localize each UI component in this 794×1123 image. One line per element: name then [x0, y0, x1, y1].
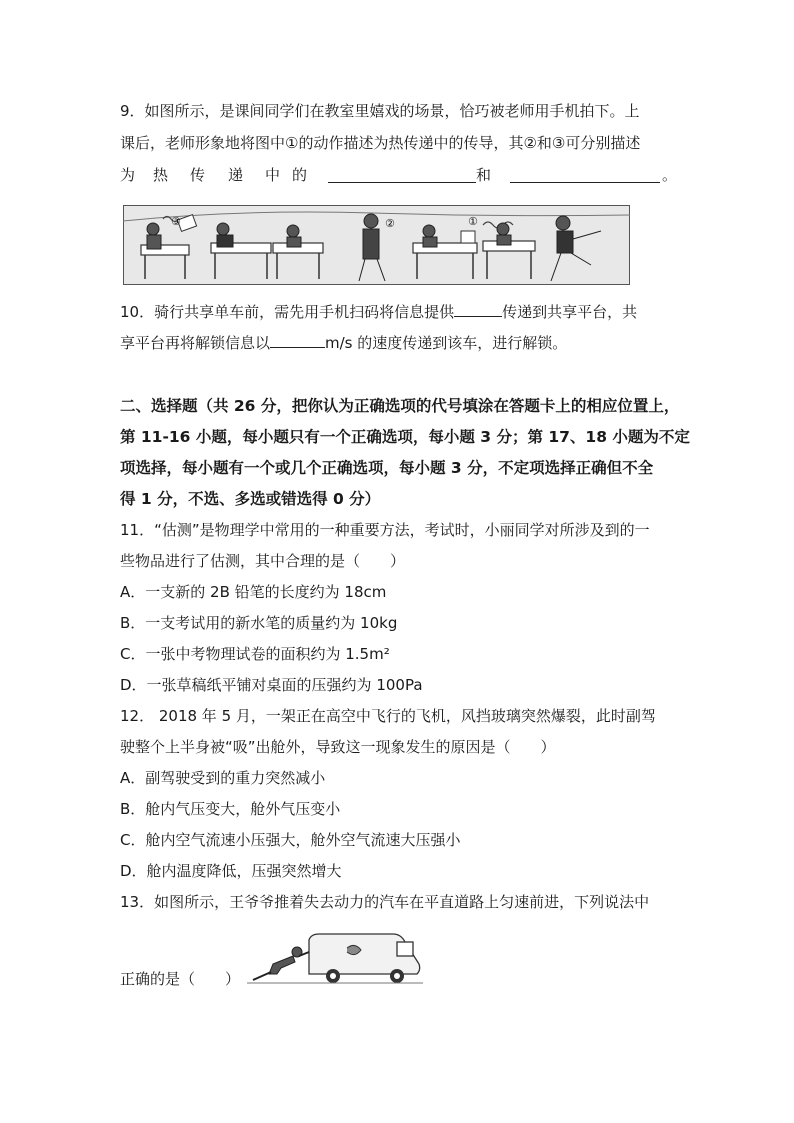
q9-blank-2[interactable]: [510, 167, 660, 183]
q9-char: 中: [265, 166, 281, 184]
q11-line-1: 11．“估测”是物理学中常用的一种重要方法，考试时，小丽同学对所涉及到的一: [120, 521, 650, 539]
q9-and: 和: [476, 166, 492, 184]
classroom-illustration: [123, 205, 630, 285]
q12-option-a[interactable]: A．副驾驶受到的重力突然减小: [120, 769, 326, 787]
car-push-illustration: [247, 930, 423, 986]
q11-option-a[interactable]: A．一支新的 2B 铅笔的长度约为 18cm: [120, 583, 387, 601]
q10-text-b: 传递到共享平台，共: [502, 303, 638, 321]
q12-option-b[interactable]: B．舱内气压变大，舱外气压变小: [120, 800, 341, 818]
label-1: ①: [468, 215, 478, 228]
q9-char: 递: [228, 166, 244, 184]
q11-option-b[interactable]: B．一支考试用的新水笔的质量约为 10kg: [120, 614, 398, 632]
q12-line-2: 驶整个上半身被“吸”出舱外，导致这一现象发生的原因是（ ）: [120, 738, 556, 756]
q12-line-1: 12． 2018 年 5 月，一架正在高空中飞行的飞机，风挡玻璃突然爆裂，此时副驾: [120, 707, 656, 725]
q11-option-c[interactable]: C．一张中考物理试卷的面积约为 1.5m²: [120, 645, 390, 663]
q9-char: 为: [120, 166, 136, 184]
q11-option-d[interactable]: D．一张草稿纸平铺对桌面的压强约为 100Pa: [120, 676, 423, 694]
q13-line-2: 正确的是（ ）: [120, 970, 241, 988]
q10-line-1: [120, 301, 637, 322]
q13-line-1: 13．如图所示，王爷爷推着失去动力的汽车在平直道路上匀速前进，下列说法中: [120, 893, 650, 911]
q12-option-d[interactable]: D．舱内温度降低，压强突然增大: [120, 862, 342, 880]
q10-text-c: 享平台再将解锁信息以: [120, 334, 271, 352]
section2-line-4: 得 1 分，不选、多选或错选得 0 分）: [120, 490, 381, 508]
section2-line-2: 第 11-16 小题，每小题只有一个正确选项，每小题 3 分；第 17、18 小题为不定: [120, 428, 690, 446]
q9-char: 的: [292, 166, 308, 184]
q12-option-c[interactable]: C．舱内空气流速小压强大，舱外空气流速大压强小: [120, 831, 461, 849]
q10-text-d: m/s 的速度传递到该车，进行解锁。: [325, 334, 568, 352]
q9-char: 传: [190, 166, 206, 184]
q11-line-2: 些物品进行了估测，其中合理的是（ ）: [120, 552, 406, 570]
q10-text-a: 10．骑行共享单车前，需先用手机扫码将信息提供: [120, 303, 455, 321]
label-3: ③: [171, 215, 181, 228]
q10-blank-1[interactable]: [454, 301, 502, 317]
q10-line-2: [120, 332, 567, 353]
q9-period: 。: [662, 166, 678, 184]
q9-char: 热: [153, 166, 169, 184]
section2-line-3: 项选择，每小题有一个或几个正确选项，每小题 3 分，不定项选择正确但不全: [120, 459, 654, 477]
section2-line-1: 二、选择题（共 26 分，把你认为正确选项的代号填涂在答题卡上的相应位置上，: [120, 397, 680, 415]
q9-blank-1[interactable]: [328, 167, 476, 183]
q9-line-2: 课后，老师形象地将图中①的动作描述为热传递中的传导，其②和③可分别描述: [120, 134, 641, 152]
q9-line-1: 9．如图所示，是课间同学们在教室里嬉戏的场景，恰巧被老师用手机拍下。上: [120, 102, 640, 120]
q10-blank-2[interactable]: [270, 332, 325, 348]
label-2: ②: [385, 217, 395, 230]
